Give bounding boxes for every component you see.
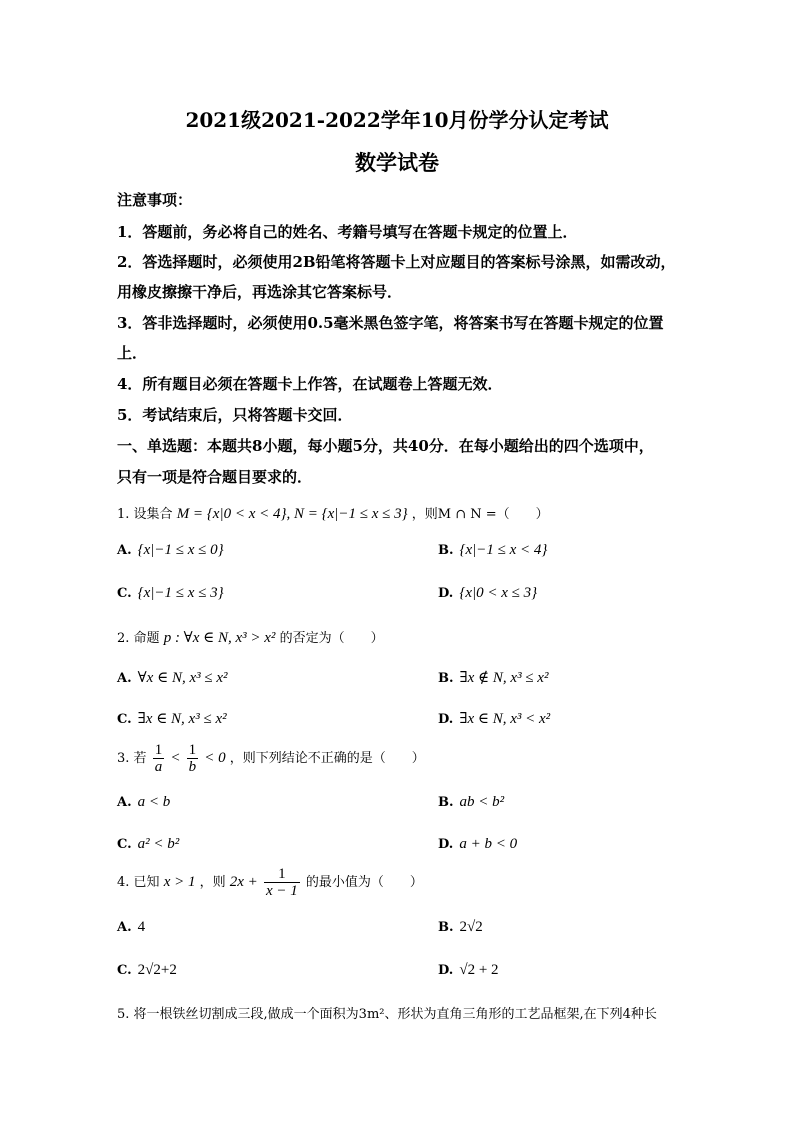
question-4-option-d: D. √2 + 2 xyxy=(438,962,499,978)
question-3-option-c: C. a² < b² xyxy=(117,836,180,852)
question-1-option-b: B. {x|−1 ≤ x < 4} xyxy=(438,542,548,558)
question-3-option-a: A. a < b xyxy=(117,794,171,810)
question-2 xyxy=(117,627,384,647)
question-4-condition: x > 1 xyxy=(163,874,196,890)
question-2-option-b: B. ∃x ∉ N, x³ ≤ x² xyxy=(438,670,549,686)
notice-heading: 注意事项： xyxy=(117,191,193,209)
question-4-option-b: B. 2√2 xyxy=(438,919,483,935)
question-2-option-d: D. ∃x ∈ N, x³ < x² xyxy=(438,711,551,727)
question-3-prefix: 3. 若 xyxy=(117,751,147,766)
question-2-suffix: 的否定为（ ） xyxy=(279,631,384,646)
notice-item: 2．答选择题时，必须使用2B铅笔将答题卡上对应题目的答案标号涂黑，如需改动， xyxy=(117,253,676,271)
fraction-1-over-x-minus-1: $\frac{1}{x - 1}$ xyxy=(265,866,298,899)
question-2-option-c: C. ∃x ∈ N, x³ ≤ x² xyxy=(117,711,227,727)
question-2-prefix: 2. 命题 xyxy=(117,631,160,646)
question-3-option-d: D. a + b < 0 xyxy=(438,836,518,852)
question-4-mid: ，则 xyxy=(199,875,226,890)
question-1-option-c: C. {x|−1 ≤ x ≤ 3} xyxy=(117,585,224,601)
notice-item: 3．答非选择题时，必须使用0.5毫米黑色签字笔，将答案书写在答题卡规定的位置 xyxy=(117,314,664,332)
notice-item: 4．所有题目必须在答题卡上作答，在试题卷上答题无效． xyxy=(117,375,503,393)
fraction-1-over-a: $\frac{1}{a}$ xyxy=(154,742,163,775)
question-1-suffix: ，则M ∩ N =（ ） xyxy=(411,507,549,522)
exam-subtitle: 数学试卷 xyxy=(355,150,439,175)
question-4: 4. 已知 x > 1 ，则 2x + $\frac{1}{x - 1}$ 的最小值为（ ） xyxy=(117,866,423,899)
notice-item: 5．考试结束后，只将答题卡交回． xyxy=(117,406,353,424)
question-4-option-a: A. 4 xyxy=(117,919,146,935)
question-3-suffix: ，则下列结论不正确的是（ ） xyxy=(229,751,425,766)
notice-item: 上． xyxy=(117,344,148,362)
question-1 xyxy=(117,503,549,523)
section-heading: 一、单选题：本题共8小题，每小题5分，共40分．在每小题给出的四个选项中， xyxy=(117,437,654,455)
section-heading-cont: 只有一项是符合题目要求的． xyxy=(117,468,313,486)
exam-title: 2021级2021-2022学年10月份学分认定考试 xyxy=(185,108,609,132)
question-1-sets: M = {x|0 < x < 4}, N = {x|−1 ≤ x ≤ 3} xyxy=(176,506,408,522)
question-2-proposition: p : ∀x ∈ N, x³ > x² xyxy=(163,630,276,646)
question-4-prefix: 4. 已知 xyxy=(117,875,160,890)
question-3: 3. 若 $\frac{1}{a}$ < $\frac{1}{b}$ < 0 ，则下列结论不正确的是（ ） xyxy=(117,742,425,775)
question-5: 5. 将一根铁丝切割成三段,做成一个面积为3m²、形状为直角三角形的工艺品框架,在下列4种长 xyxy=(117,1007,657,1022)
question-1-prefix: 1. 设集合 xyxy=(117,507,173,522)
fraction-1-over-b: $\frac{1}{b}$ xyxy=(188,742,197,775)
question-1-option-a: A. {x|−1 ≤ x ≤ 0} xyxy=(117,542,224,558)
question-3-option-b: B. ab < b² xyxy=(438,794,505,810)
question-4-option-c: C. 2√2+2 xyxy=(117,962,177,978)
question-2-option-a: A. ∀x ∈ N, x³ ≤ x² xyxy=(117,670,228,686)
notice-item: 用橡皮擦擦干净后，再选涂其它答案标号． xyxy=(117,283,403,301)
question-4-suffix: 的最小值为（ ） xyxy=(305,875,423,890)
notice-item: 1．答题前，务必将自己的姓名、考籍号填写在答题卡规定的位置上． xyxy=(117,223,578,241)
question-1-option-d: D. {x|0 < x ≤ 3} xyxy=(438,585,538,601)
